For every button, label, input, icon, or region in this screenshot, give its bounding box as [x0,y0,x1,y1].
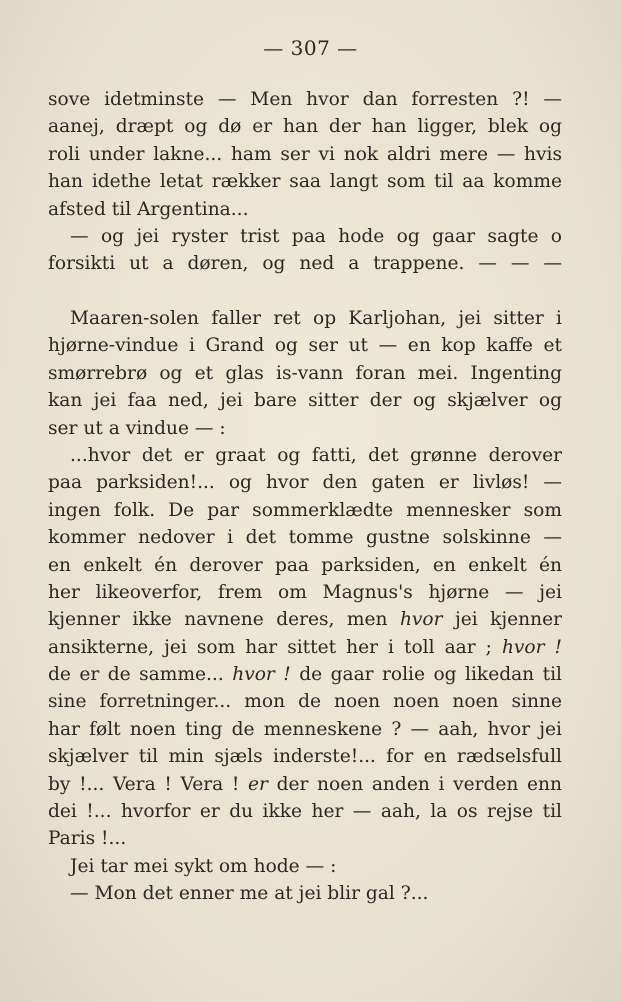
text-segment: de er de samme... [48,664,233,686]
text-segment: de gaar rolie og likedan til [290,664,562,686]
text-line: aanej, dræpt og dø er han der han ligger, blek og [48,116,562,138]
text-line: roli under lakne... ham ser vi nok aldri mere — hvis [48,143,562,165]
text-line: smørrebrø og et glas is-vann foran mei. Ingenting [48,362,562,384]
text-line: forsikti ut a døren, og ned a trappene. — — — [48,253,562,275]
text-line [48,606,562,633]
text-segment: der noen anden i verden enn [267,773,562,795]
text-line: sine forretninger... mon de noen noen noen sinne [48,691,562,713]
text-segment: ansikterne, jei som har sittet her i toll aar ; [48,636,502,658]
text-line: han idethe letat rækker saa langt som til aa komme [48,171,562,193]
paragraph-2 [48,305,562,908]
text-line: — Mon det enner me at jei blir gal ?... [70,883,429,905]
page-number: — 307 — [263,36,358,60]
text-line: Paris !... [48,828,127,850]
text-line: her likeoverfor, frem om Magnus's hjørne — jei [48,581,562,603]
text-line: skjælver til min sjæls inderste!... for en rædselsfull [48,746,562,768]
italic-word: hvor ! [232,664,291,686]
text-segment: jei kjenner [442,609,562,631]
text-line: kommer nedover i det tomme gustne solskinne — [48,527,562,549]
text-line: ser ut a vindue — : [48,417,226,439]
italic-word: er [247,773,268,795]
text-segment: by !... Vera ! Vera ! [48,773,248,795]
text-line: — og jei ryster trist paa hode og gaar sagte o [70,225,562,247]
paragraph-1 [48,86,562,278]
italic-word: hvor ! [501,636,562,658]
text-line: hjørne-vindue i Grand og ser ut — en kop kaffe et [48,335,562,357]
text-line [48,771,562,798]
text-line: Maaren-solen faller ret op Karljohan, jei sitter i [70,308,562,329]
text-line: sove idetminste — Men hvor dan forresten ?! — [48,89,562,110]
text-line: dei !... hvorfor er du ikke her — aah, la os rejse til [48,801,562,823]
text-line: ...hvor det er graat og fatti, det grønne derover [70,444,562,466]
text-segment: kjenner ikke navnene deres, men [48,609,400,631]
text-line [48,661,562,688]
text-line: afsted til Argentina... [48,198,249,220]
text-line: kan jei faa ned, jei bare sitter der og skjælver og [48,390,562,412]
text-line: paa parksiden!... og hvor den gaten er livløs! — [48,472,562,494]
text-line: Jei tar mei sykt om hode — : [70,855,337,877]
text-line: en enkelt én derover paa parksiden, en enkelt én [48,554,562,576]
italic-word: hvor [399,609,443,631]
text-line: har følt noen ting de menneskene ? — aah, hvor jei [48,718,562,740]
text-line: ingen folk. De par sommerklædte mennesker som [48,499,562,521]
text-line [48,634,562,661]
